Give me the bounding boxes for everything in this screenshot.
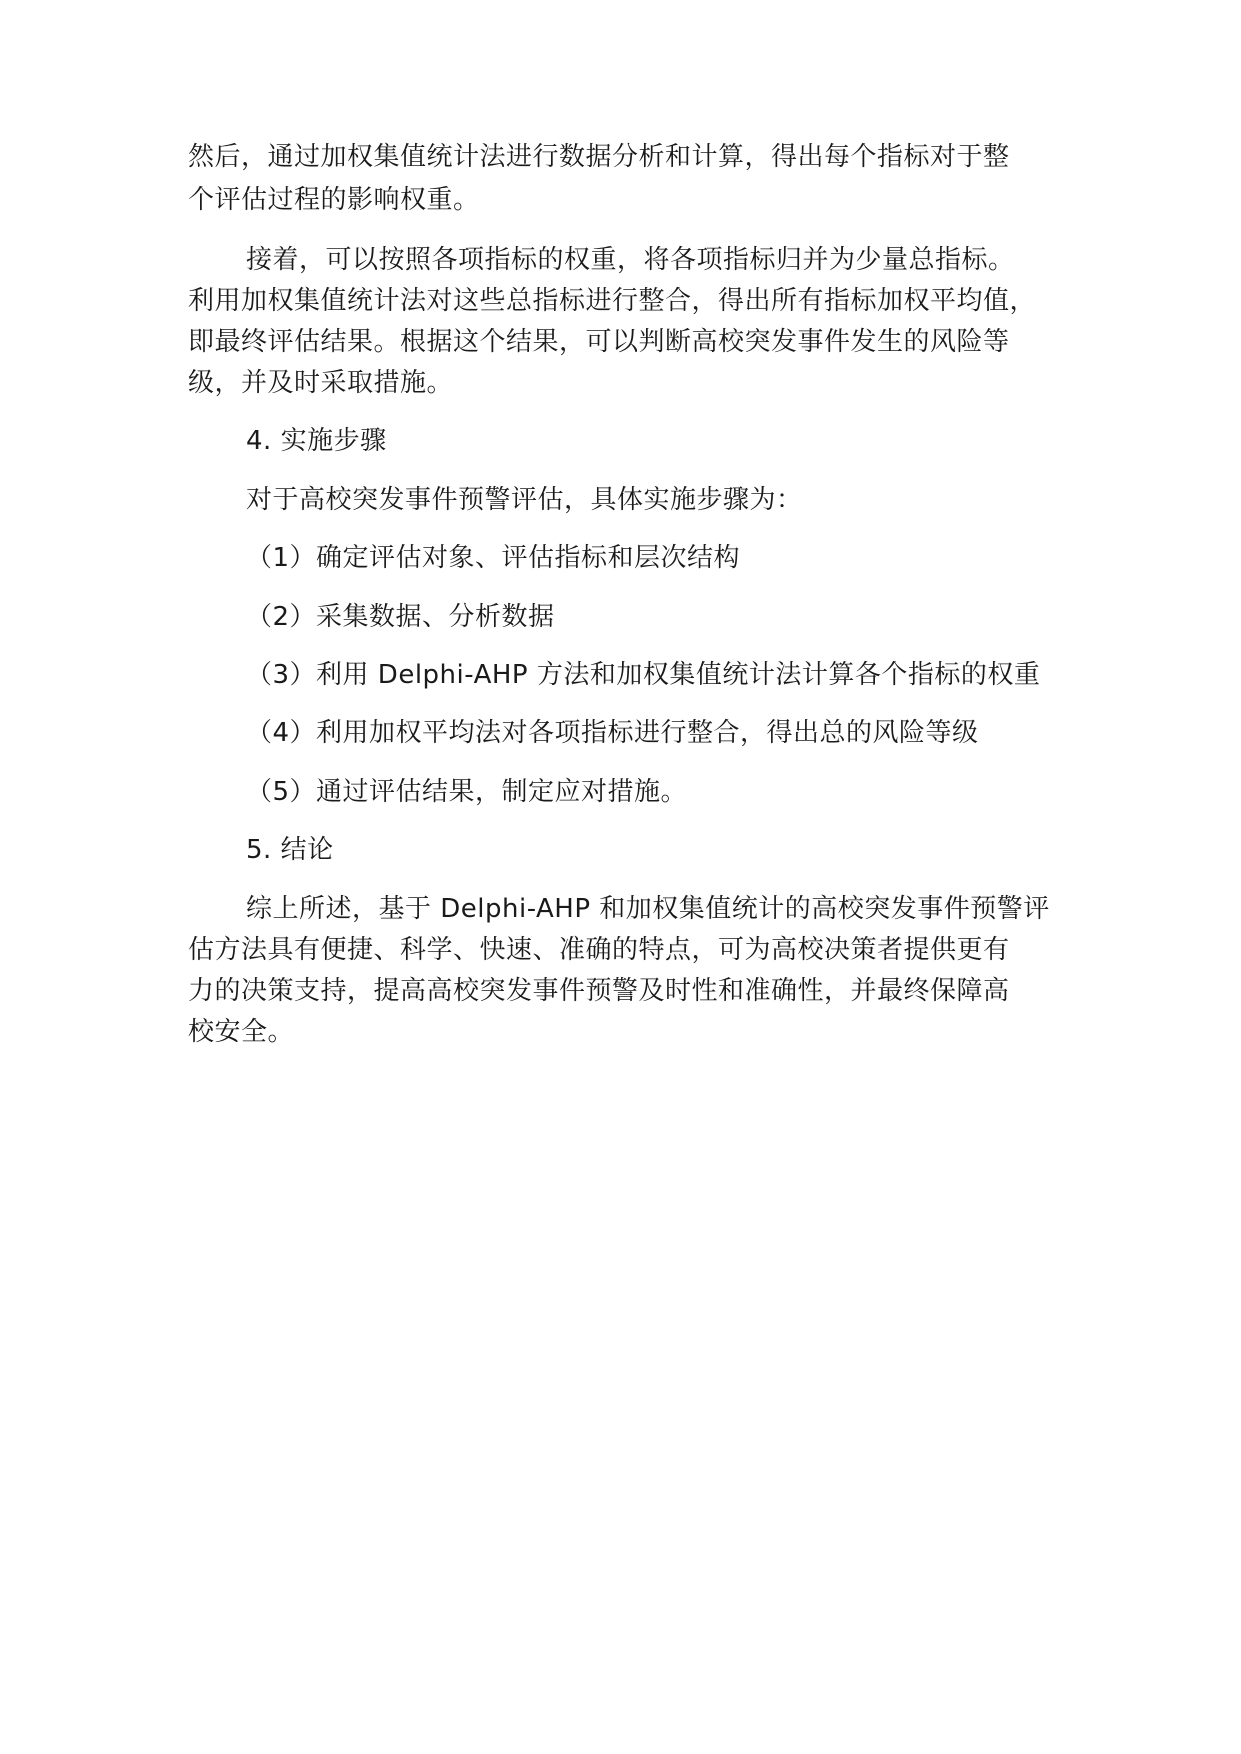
- list-item: （3）利用 Delphi-AHP 方法和加权集值统计法计算各个指标的权重: [246, 660, 1041, 690]
- section-heading: 5. 结论: [246, 835, 334, 865]
- paragraph-line: 级，并及时采取措施。: [188, 368, 454, 398]
- paragraph-line: 估方法具有便捷、科学、快速、准确的特点，可为高校决策者提供更有: [188, 935, 1010, 965]
- list-item: （1）确定评估对象、评估指标和层次结构: [246, 543, 741, 573]
- paragraph-line: 对于高校突发事件预警评估，具体实施步骤为：: [246, 485, 803, 515]
- paragraph-line: 综上所述，基于 Delphi-AHP 和加权集值统计的高校突发事件预警评: [246, 894, 1050, 924]
- paragraph-line: 利用加权集值统计法对这些总指标进行整合，得出所有指标加权平均值，: [188, 286, 1037, 316]
- list-item: （2）采集数据、分析数据: [246, 602, 555, 632]
- section-heading: 4. 实施步骤: [246, 426, 387, 456]
- paragraph-line: 个评估过程的影响权重。: [188, 185, 480, 215]
- paragraph-line: 然后，通过加权集值统计法进行数据分析和计算，得出每个指标对于整: [188, 142, 1010, 172]
- paragraph-line: 力的决策支持，提高高校突发事件预警及时性和准确性，并最终保障高: [188, 976, 1010, 1006]
- list-item: （5）通过评估结果，制定应对措施。: [246, 777, 688, 807]
- list-item: （4）利用加权平均法对各项指标进行整合，得出总的风险等级: [246, 718, 979, 748]
- paragraph-line: 即最终评估结果。根据这个结果，可以判断高校突发事件发生的风险等: [188, 327, 1010, 357]
- paragraph-line: 校安全。: [188, 1017, 295, 1047]
- paragraph-line: 接着，可以按照各项指标的权重，将各项指标归并为少量总指标。: [246, 245, 1015, 275]
